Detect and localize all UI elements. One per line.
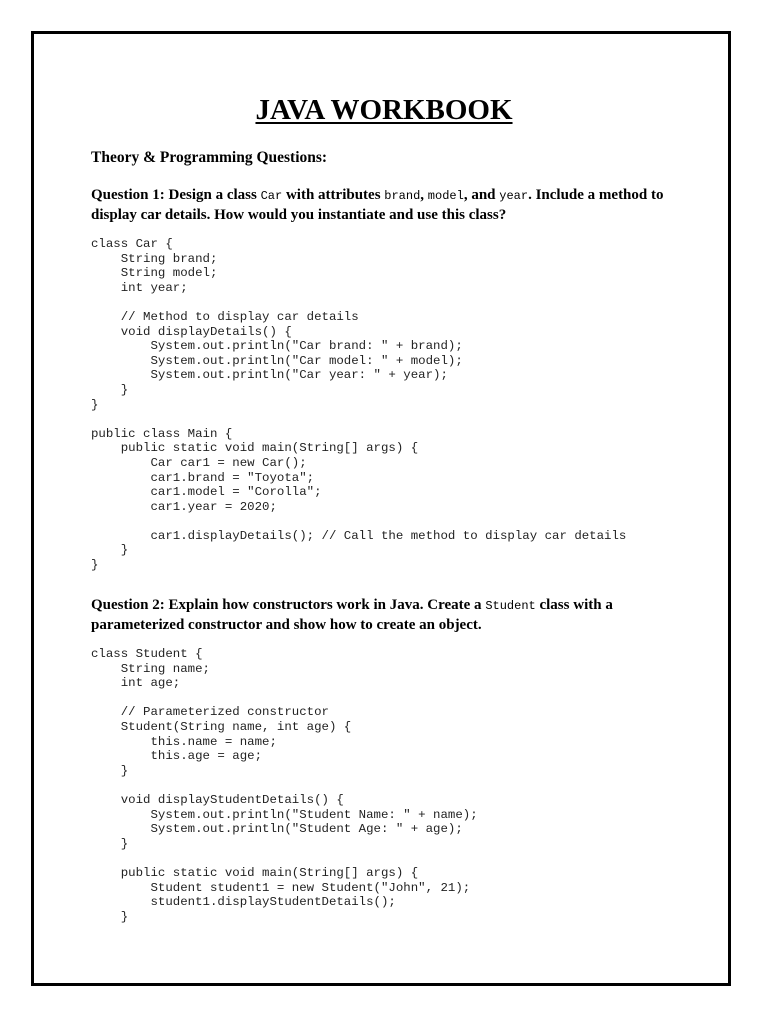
section-heading: Theory & Programming Questions:: [91, 149, 328, 166]
question-text-part: , and: [463, 187, 500, 203]
code-line: }: [91, 397, 99, 412]
code-line: public class Main {: [91, 426, 233, 441]
code-line: [91, 778, 478, 793]
code-line: car1.year = 2020;: [91, 499, 277, 514]
code-line: [91, 295, 626, 310]
code-line: class Car {: [91, 237, 173, 251]
code-line: [91, 412, 626, 427]
code-line: car1.model = "Corolla";: [91, 485, 322, 500]
question-text-part: class with a parameterized constructor and show how to create an object.: [91, 597, 613, 633]
code-line: this.age = age;: [91, 749, 263, 764]
code-line: car1.brand = "Toyota";: [91, 470, 315, 485]
code-line: void displayStudentDetails() {: [91, 792, 344, 807]
code-line: System.out.println("Car year: " + year);: [91, 368, 448, 383]
question-text-part: Question 1: Design a class: [91, 187, 261, 203]
question-2-code-block: [91, 647, 478, 924]
code-line: student1.displayStudentDetails();: [91, 895, 396, 910]
code-line: }: [91, 836, 129, 851]
code-line: }: [91, 382, 129, 397]
code-line: }: [91, 763, 129, 778]
code-line: int year;: [91, 280, 188, 295]
inline-code: year: [499, 189, 529, 203]
code-line: public static void main(String[] args) {: [91, 865, 419, 880]
code-line: public static void main(String[] args) {: [91, 441, 419, 456]
code-line: System.out.println("Car brand: " + brand);: [91, 339, 463, 354]
code-line: [91, 851, 478, 866]
code-line: this.name = name;: [91, 734, 277, 749]
code-line: Student student1 = new Student("John", 21);: [91, 880, 471, 895]
code-line: System.out.println("Car model: " + model);: [91, 353, 463, 368]
code-line: String name;: [91, 661, 210, 676]
code-line: String brand;: [91, 251, 218, 266]
code-line: void displayDetails() {: [91, 324, 292, 339]
code-line: System.out.println("Student Name: " + name);: [91, 807, 478, 822]
code-line: // Parameterized constructor: [91, 705, 329, 720]
question-text-part: with attributes: [282, 187, 385, 203]
code-line: [91, 514, 626, 529]
code-line: }: [91, 909, 129, 924]
question-text-part: ,: [420, 187, 428, 203]
code-line: int age;: [91, 676, 181, 691]
question-1-text: [91, 186, 691, 225]
code-line: System.out.println("Student Age: " + age);: [91, 822, 463, 837]
code-line: String model;: [91, 266, 218, 281]
code-line: }: [91, 543, 129, 558]
code-line: [91, 691, 478, 706]
code-line: class Student {: [91, 647, 203, 661]
question-2-text: [91, 596, 691, 635]
code-line: car1.displayDetails(); // Call the method to display car details: [91, 528, 627, 543]
question-1-code-block: [91, 237, 626, 573]
question-text-part: Question 2: Explain how constructors work in Java. Create a: [91, 597, 486, 613]
question-text-part: . Include a method to display car details. How would you instantiate and use this class?: [91, 187, 664, 223]
inline-code: model: [427, 189, 464, 203]
inline-code: Car: [260, 189, 283, 203]
code-line: Car car1 = new Car();: [91, 455, 307, 470]
code-line: // Method to display car details: [91, 309, 359, 324]
inline-code: Student: [485, 599, 536, 613]
code-line: Student(String name, int age) {: [91, 719, 352, 734]
page-title: JAVA WORKBOOK: [255, 94, 513, 126]
code-line: }: [91, 558, 99, 573]
inline-code: brand: [384, 189, 421, 203]
